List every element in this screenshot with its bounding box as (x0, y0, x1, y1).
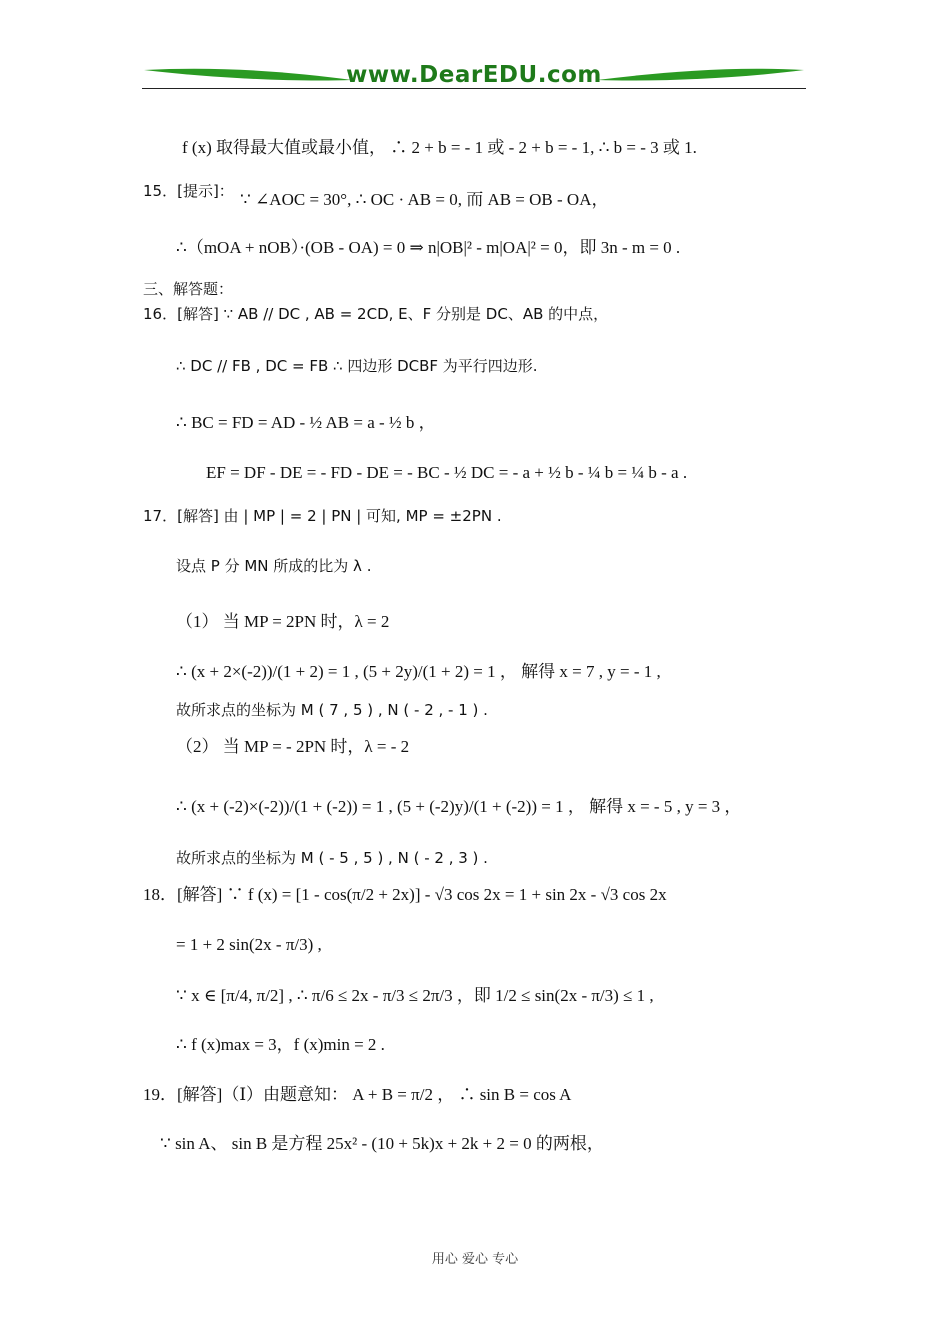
header-divider (142, 88, 806, 89)
text-line: （1） 当 MP = 2PN 时，λ = 2 (176, 612, 390, 631)
text-line: 故所求点的坐标为 M ( - 5 , 5 ) , N ( - 2 , 3 ) . (176, 849, 488, 867)
text-line: ∵ sin A、 sin B 是方程 25x² - (10 + 5k)x + 2k + 2 = 0 的两根， (160, 1134, 604, 1153)
text-line: = 1 + 2 sin(2x - π/3) , (176, 935, 322, 954)
text-line: （2） 当 MP = - 2PN 时，λ = - 2 (176, 737, 410, 756)
text-line: 设点 P 分 MN 所成的比为 λ . (176, 557, 372, 575)
text-line: 三、解答题： (143, 280, 234, 298)
text-line: 18．[解答] ∵ f (x) = [1 - cos(π/2 + 2x)] - √3 cos 2x = 1 + sin 2x - √3 cos 2x (143, 885, 667, 904)
text-line: 16．[解答] ∵ AB // DC , AB = 2CD, E、F 分别是 DC、AB 的中点， (143, 305, 609, 323)
text-line: 19．[解答]（Ⅰ）由题意知： A + B = π/2 ， ∴ sin B = cos A (143, 1085, 572, 1104)
text-line: ∴（mOA + nOB）·(OB - OA) = 0 ⇒ n|OB|² - m|OA|² = 0，即 3n - m = 0 . (176, 238, 681, 257)
page-footer: 用心 爱心 专心 (431, 1252, 519, 1267)
text-line: ∴ BC = FD = AD - ½ AB = a - ½ b ， (176, 413, 436, 432)
text-line: 故所求点的坐标为 M ( 7 , 5 ) , N ( - 2 , - 1 ) . (176, 701, 488, 719)
text-line: ∴ f (x)max = 3，f (x)min = 2 . (176, 1035, 385, 1054)
text-line: 15．[提示]： (143, 182, 234, 200)
text-line: ∴ DC // FB , DC = FB ∴ 四边形 DCBF 为平行四边形. (176, 357, 538, 375)
text-line: f (x) 取得最大值或最小值， ∴ 2 + b = - 1 或 - 2 + b = - 1, ∴ b = - 3 或 1. (182, 138, 697, 157)
text-line: ∵ x ∈ [π/4, π/2] , ∴ π/6 ≤ 2x - π/3 ≤ 2π/3 ，即 1/2 ≤ sin(2x - π/3) ≤ 1 , (176, 986, 654, 1005)
text-line: 17．[解答] 由 | MP | = 2 | PN | 可知, MP = ±2PN . (143, 507, 502, 525)
text-line: EF = DF - DE = - FD - DE = - BC - ½ DC = - a + ½ b - ¼ b = ¼ b - a . (206, 463, 688, 482)
site-logo-text[interactable]: www.DearEDU.com (346, 62, 602, 88)
page-header (142, 58, 806, 98)
text-line: ∴ (x + (-2)×(-2))/(1 + (-2)) = 1 , (5 + (-2)y)/(1 + (-2)) = 1 ， 解得 x = - 5 , y = 3 ， (176, 797, 742, 816)
text-line: ∴ (x + 2×(-2))/(1 + 2) = 1 , (5 + 2y)/(1 + 2) = 1 ， 解得 x = 7 , y = - 1 , (176, 662, 661, 681)
text-line: ∵ ∠AOC = 30°, ∴ OC · AB = 0, 而 AB = OB - OA， (240, 190, 609, 209)
